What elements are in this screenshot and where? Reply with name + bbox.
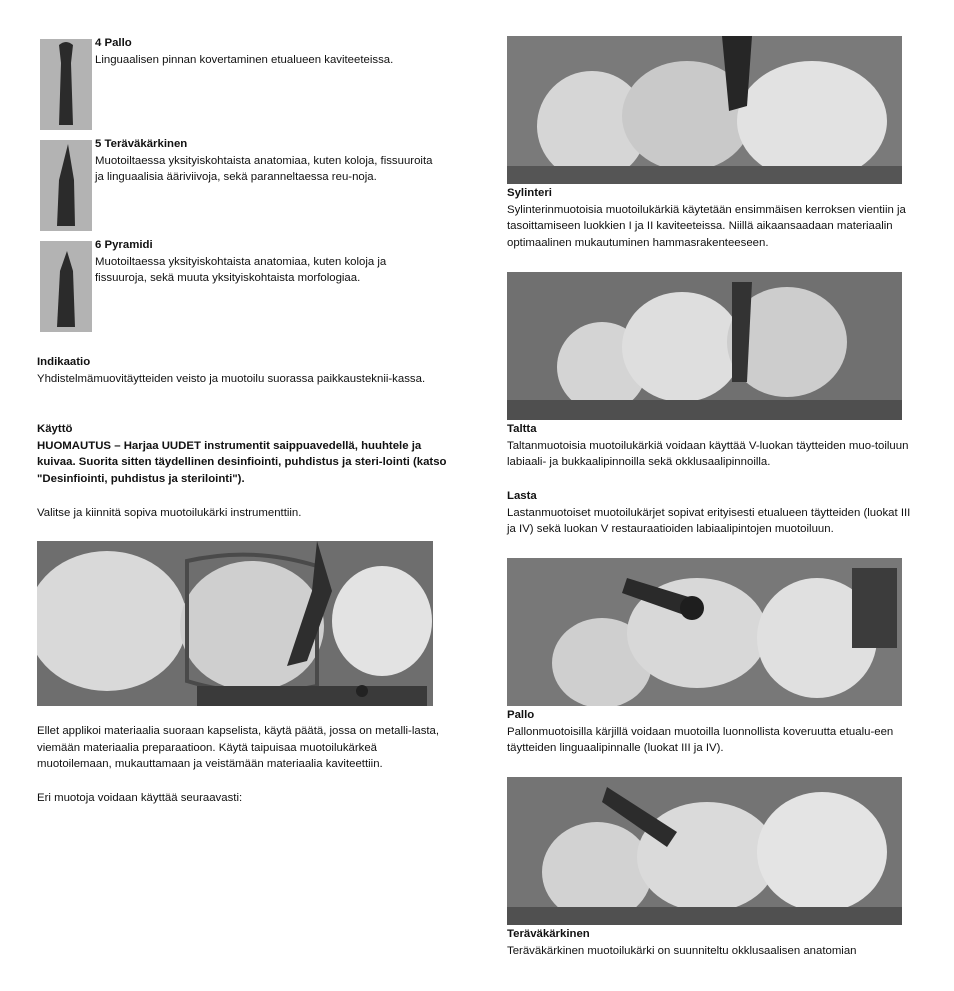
- tip-pointed-title: 5 Teräväkärkinen: [95, 138, 188, 150]
- ball-title: Pallo: [507, 709, 535, 721]
- select-tip-text: Valitse ja kiinnitä sopiva muotoilukärki instrumenttiin.: [37, 507, 302, 519]
- usage-warning: HUOMAUTUS – Harjaa UUDET instrumentit saippuavedellä, huuhtele ja kuivaa. Suorita sitten täydellinen desinfiointi, puhdistus ja steri-lointi (katso "Desinfiointi, puhdistus ja sterilointi").: [37, 439, 447, 485]
- cylinder-text: Sylinterinmuotoisia muotoilukärkiä käytetään ensimmäisen kerroksen vientiin ja tasoittamiseen luokkien I ja II kaviteeteissa. Niillä aikaansaadaan materiaalin optimaalinen mukautuminen hammasrakenteeseen.: [507, 203, 906, 249]
- indication-text: Yhdistelmämuovitäytteiden veisto ja muotoilu suorassa paikkausteknii-kassa.: [37, 372, 426, 385]
- pyramid-tip-image: [40, 241, 92, 332]
- teeth-shaping-photo: [37, 541, 433, 706]
- tip-pointed-block: [95, 136, 435, 186]
- tip-ball-title: 4 Pallo: [95, 37, 132, 49]
- cylinder-title: Sylinteri: [507, 187, 552, 199]
- tip-pointed-text: Muotoiltaessa yksityiskohtaista anatomiaa, kuten koloja, fissuuroita ja linguaalisia ääriviivoja, sekä paranneltaessa reu-noja.: [95, 154, 433, 183]
- tip-pyramid-block: [95, 237, 435, 287]
- application-text: Ellet applikoi materiaalia suoraan kapselista, käytä päätä, jossa on metalli-lasta, viemään materiaalia preparaatioon. Käytä taipuisaa muotoilukärkeä muotoilemaan, mukauttamaan ja veistämään materiaalia kaviteettiin.: [37, 725, 440, 770]
- tip-ball-block: [95, 35, 435, 68]
- chisel-title: Taltta: [507, 423, 537, 435]
- indication-title: Indikaatio: [37, 356, 91, 368]
- indication-section: [37, 354, 437, 387]
- spatula-section: [507, 488, 922, 538]
- ball-section: [507, 707, 922, 757]
- pointed-section: [507, 926, 922, 959]
- chisel-text: Taltanmuotoisia muotoilukärkiä voidaan käyttää V-luokan täytteiden muo-toiluun labiaali- ja bukkaalipinnoilla sekä okklusaalipinnoilla.: [507, 439, 909, 468]
- pointed-text: Teräväkärkinen muotoilukärki on suunniteltu okklusaalisen anatomian: [507, 944, 857, 957]
- ball-text: Pallonmuotoisilla kärjillä voidaan muotoilla luonnollista koveruutta etualu-een täytteiden linguaalipinnalle (luokat III ja IV).: [507, 725, 894, 754]
- chisel-photo: [507, 272, 902, 420]
- spatula-text: Lastanmuotoiset muotoilukärjet sopivat erityisesti etualueen täytteiden (luokat III ja IV) sekä luokan V restauraatioiden labiaalipintojen muotoiluun.: [507, 506, 911, 535]
- shapes-intro-text: Eri muotoja voidaan käyttää seuraavasti:: [37, 792, 243, 804]
- spatula-title: Lasta: [507, 490, 537, 502]
- tip-pyramid-title: 6 Pyramidi: [95, 239, 153, 251]
- ball-tip-image: [40, 39, 92, 130]
- ball-photo: [507, 558, 902, 706]
- pointed-photo: [507, 777, 902, 925]
- pointed-tip-image: [40, 140, 92, 231]
- tip-pyramid-text: Muotoiltaessa yksityiskohtaista anatomiaa, kuten koloja ja fissuuroja, sekä muuta yksityiskohtaista morfologiaa.: [95, 255, 387, 284]
- cylinder-section: [507, 185, 922, 251]
- pointed-title: Teräväkärkinen: [507, 928, 590, 940]
- chisel-section: [507, 421, 922, 471]
- cylinder-photo: [507, 36, 902, 184]
- usage-title: Käyttö: [37, 423, 73, 435]
- usage-section: [37, 421, 447, 487]
- tip-ball-text: Linguaalisen pinnan kovertaminen etualueen kaviteeteissa.: [95, 53, 394, 66]
